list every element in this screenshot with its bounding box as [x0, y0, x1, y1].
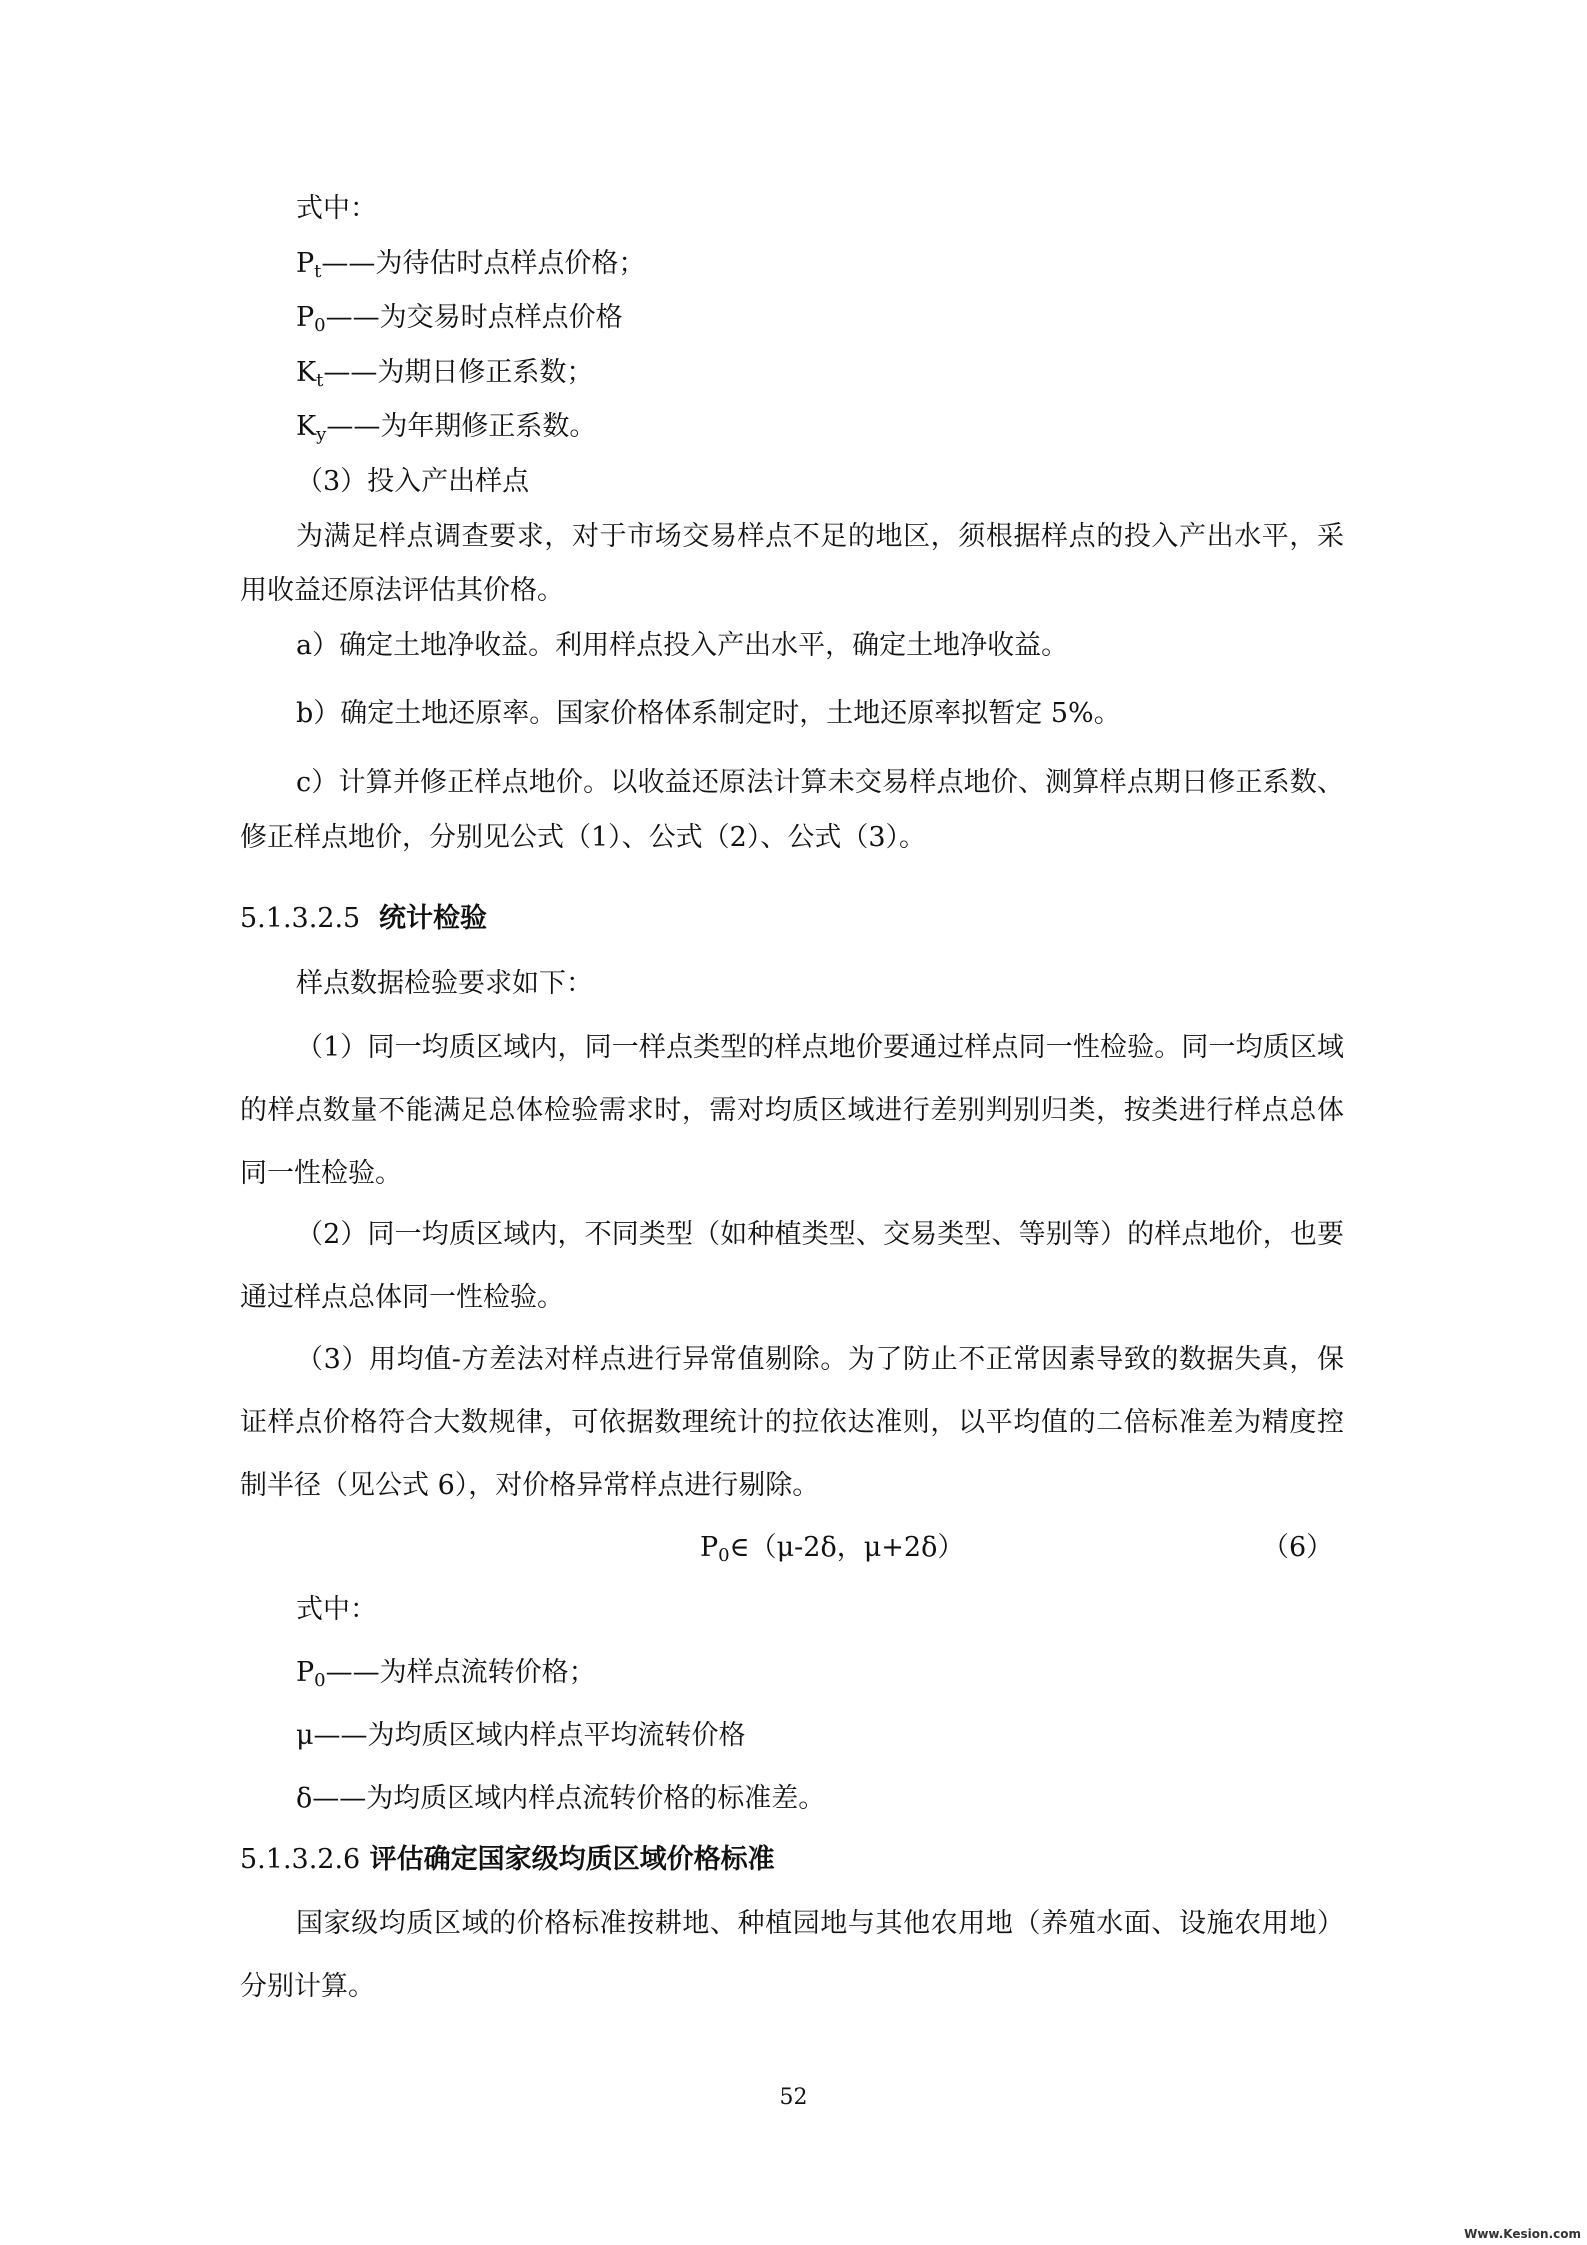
- symbol: P: [296, 302, 315, 333]
- list-item-c-continued: 修正样点地价，分别见公式（1）、公式（2）、公式（3）。: [240, 822, 927, 853]
- definition-text: ——为样点流转价格；: [325, 1657, 596, 1688]
- formula-symbol: P: [700, 1532, 719, 1563]
- paragraph-line: 同一性检验。: [240, 1158, 402, 1189]
- where-label: 式中：: [296, 1594, 377, 1625]
- paragraph-line: （2）同一均质区域内，不同类型（如种植类型、交易类型、等别等）的样点地价，也要: [296, 1219, 1344, 1250]
- symbol: P: [296, 248, 315, 279]
- paragraph-line: 分别计算。: [240, 1971, 375, 2002]
- definition-p0: [296, 1656, 596, 1690]
- heading-title: 评估确定国家级均质区域价格标准: [369, 1844, 775, 1875]
- subscript: t: [316, 370, 324, 391]
- watermark: Www.Kesion.com: [1464, 2227, 1581, 2241]
- list-item-a: a）确定土地净收益。利用样点投入产出水平，确定土地净收益。: [296, 630, 1069, 661]
- subsection-title: （3）投入产出样点: [296, 466, 530, 497]
- paragraph-intro: 样点数据检验要求如下：: [296, 968, 593, 999]
- definition-mu: μ——为均质区域内样点平均流转价格: [296, 1720, 746, 1751]
- paragraph-line: （1）同一均质区域内，同一样点类型的样点地价要通过样点同一性检验。同一均质区域: [296, 1032, 1344, 1063]
- formula-expression: ∈（μ-2δ，μ+2δ）: [729, 1532, 965, 1563]
- symbol: K: [296, 411, 317, 442]
- paragraph-line: 制半径（见公式 6），对价格异常样点进行剔除。: [240, 1470, 820, 1501]
- section-heading: [240, 902, 487, 936]
- paragraph-line: 的样点数量不能满足总体检验需求时，需对均质区域进行差别判别归类，按类进行样点总体: [240, 1095, 1344, 1126]
- heading-number: 5.1.3.2.5: [240, 903, 361, 934]
- paragraph-line: 为满足样点调查要求，对于市场交易样点不足的地区，须根据样点的投入产出水平，采: [296, 521, 1344, 552]
- definition-pt: [296, 247, 645, 281]
- page-number: 52: [779, 2085, 808, 2110]
- paragraph-line: 证样点价格符合大数规律，可依据数理统计的拉依达准则，以平均值的二倍标准差为精度控: [240, 1407, 1344, 1438]
- definition-text: ——为交易时点样点价格: [325, 302, 623, 333]
- paragraph-line: （3）用均值-方差法对样点进行异常值剔除。为了防止不正常因素导致的数据失真，保: [296, 1344, 1344, 1375]
- definition-text: ——为待估时点样点价格；: [321, 248, 646, 279]
- definition-kt: [296, 356, 593, 390]
- symbol: K: [296, 357, 317, 388]
- list-item-b: b）确定土地还原率。国家价格体系制定时，土地还原率拟暂定 5%。: [296, 698, 1121, 729]
- subscript: 0: [314, 315, 326, 336]
- subscript: 0: [314, 1670, 326, 1691]
- formula-6: [700, 1531, 964, 1565]
- definition-text: ——为年期修正系数。: [326, 411, 597, 442]
- subscript: t: [314, 261, 322, 282]
- paragraph-line: 国家级均质区域的价格标准按耕地、种植园地与其他农用地（养殖水面、设施农用地）: [296, 1908, 1344, 1939]
- formula-subscript: 0: [718, 1545, 730, 1566]
- subscript: y: [316, 424, 327, 445]
- list-item-c: c）计算并修正样点地价。以收益还原法计算未交易样点地价、测算样点期日修正系数、: [296, 767, 1344, 798]
- formula-number: （6）: [1262, 1532, 1334, 1563]
- where-label: [296, 192, 377, 226]
- definition-p0: [296, 301, 623, 335]
- section-heading: [240, 1843, 775, 1877]
- symbol: P: [296, 1657, 315, 1688]
- paragraph-line: 用收益还原法评估其价格。: [240, 575, 564, 606]
- heading-number: 5.1.3.2.6: [240, 1844, 361, 1875]
- definition-ky: [296, 410, 596, 444]
- heading-title: 统计检验: [379, 903, 488, 934]
- where-label-text: 式中：: [296, 193, 377, 224]
- paragraph-line: 通过样点总体同一性检验。: [240, 1282, 564, 1313]
- definition-text: ——为期日修正系数；: [323, 357, 594, 388]
- definition-delta: δ——为均质区域内样点流转价格的标准差。: [296, 1783, 826, 1814]
